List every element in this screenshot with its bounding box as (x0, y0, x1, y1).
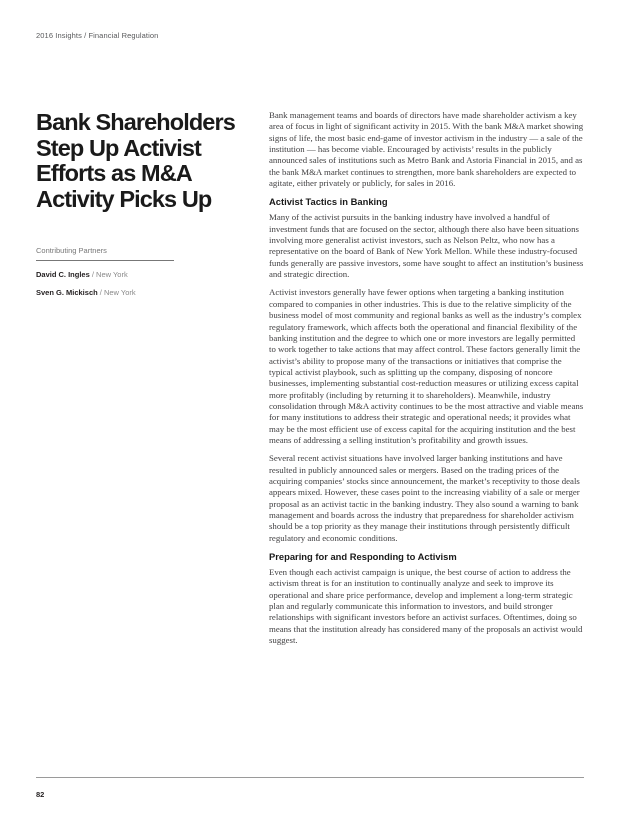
footer-divider (36, 777, 584, 778)
running-header: 2016 Insights / Financial Regulation (36, 31, 159, 40)
section-heading: Preparing for and Responding to Activism (269, 551, 457, 563)
body-paragraph: Many of the activist pursuits in the banking industry have involved a handful of investment funds that are focused on the sector, although there also have been situations involving more generalist activist investors, such as Nelson Peltz, who now has a representative on the board of Bank of New York Mellon. While these industry-focused funds generally are passive investors, some have sought to affect an institution’s business and strategic direction. (269, 212, 584, 280)
article-title: Bank Shareholders Step Up Activist Efforts as M&A Activity Picks Up (36, 109, 235, 212)
partner-separator: / (89, 270, 97, 279)
section-heading: Activist Tactics in Banking (269, 196, 388, 208)
article-sidebar (36, 110, 236, 297)
partner-name: Sven G. Mickisch (36, 288, 98, 297)
article-body (269, 110, 584, 653)
page-number: 82 (36, 790, 45, 799)
body-paragraph: Several recent activist situations have involved larger banking institutions and have resulted in publicly announced sales or mergers. Based on the trading prices of the acquiring companies’ stocks since announcement, the market’s receptivity to those deals appears mixed. However, these cases point to the increasing viability of a sale or merger proposal as an activist tactic in the banking industry. They also sound a warning to bank management and boards across the industry that preparedness for shareholder activism should be a top priority as they manage their institutions through persistently difficult regulatory and economic conditions. (269, 453, 580, 543)
contributing-partners-label: Contributing Partners (36, 246, 174, 261)
partner-separator: / (97, 288, 104, 297)
partner-entry (36, 270, 236, 279)
partner-city: New York (103, 288, 136, 297)
partner-name: David C. Ingles (36, 270, 90, 279)
partner-entry (36, 288, 236, 297)
partner-city: New York (96, 270, 128, 279)
intro-paragraph: Bank management teams and boards of directors have made shareholder activism a key area of focus in light of significant activity in 2015. With the bank M&A market showing signs of life, the most basic end-game of investor activism in the industry — a sale of the institution — has become viable. Encouraged by activists’ results in the publicly announced sales of institutions such as Metro Bank and Astoria Financial in 2015, and as the bank M&A market continues to strengthen, more bank shareholders are expected to agitate, either privately or publicly, for sales in 2016. (269, 110, 584, 189)
body-paragraph: Activist investors generally have fewer options when targeting a banking institution compared to companies in other industries. This is due to the relative simplicity of the business model of most community and regional banks as well as the industry’s complex regulatory framework, which affects both the operational and financial flexibility of the banking institution and the degree to which one or more investors are legally permitted to work together to take actions that may affect control. These factors generally limit the activist’s ability to propose many of the transactions or initiatives that comprise the typical activist playbook, such as splitting up the company, disposing of noncore businesses, implementing substantial cost-reduction measures or utilizing excess capital more profitably (including by returning it to shareholders). Meanwhile, industry consolidation through M&A activity continues to be the most attractive and viable means for many institutions to address their strategic and operational needs; it provides what may be the most efficient use of excess capital for the acquiring institution and the best means of addressing a selling institution’s profitability and growth issues. (269, 287, 584, 445)
body-paragraph: Even though each activist campaign is unique, the best course of action to address the activism threat is for an institution to continually analyze and seek to improve its operational and share price performance, develop and implement a long-term strategic plan and regularly communicate this information to investors, and build stronger relationships with significant investors before an activist surfaces. Oftentimes, doing so means that the institution already has considered many of the proposals an activist would suggest. (269, 567, 583, 646)
